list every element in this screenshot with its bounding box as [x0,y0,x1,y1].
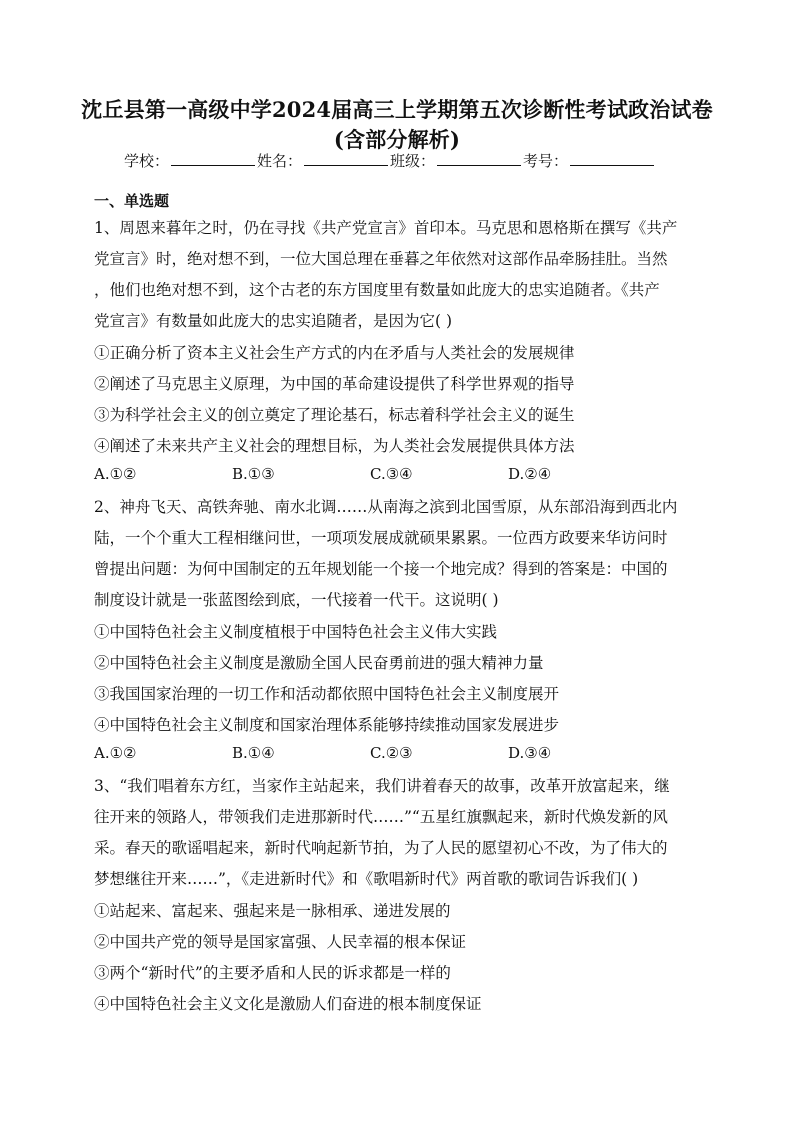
statement-item: ④阐述了未来共产主义社会的理想目标，为人类社会发展提供具体方法 [94,437,575,455]
statement-item: ②中国共产党的领导是国家富强、人民幸福的根本保证 [94,933,467,951]
statement-item: ②阐述了马克思主义原理，为中国的革命建设提供了科学世界观的指导 [94,375,575,393]
statement-item: ①正确分析了资本主义社会生产方式的内在矛盾与人类社会的发展规律 [94,344,575,362]
option-c[interactable]: C.②③ [370,744,413,762]
question-stem-line: 采。春天的歌谣唱起来，新时代响起新节拍，为了人民的愿望初心不改，为了伟大的 [94,839,668,857]
statement-item: ①站起来、富起来、强起来是一脉相承、递进发展的 [94,902,451,920]
school-field[interactable] [171,153,255,166]
class-field[interactable] [437,153,521,166]
question-stem-line: 党宣言》时，绝对想不到，一位大国总理在垂暮之年依然对这部作品牵肠挂肚。当然 [94,250,668,268]
statement-item: ①中国特色社会主义制度植根于中国特色社会主义伟大实践 [94,623,498,641]
school-label: 学校： [124,152,170,170]
student-info-row [124,150,656,171]
question-stem-line: 曾提出问题：为何中国制定的五年规划能一个接一个地完成？得到的答案是：中国的 [94,560,668,578]
question-stem-line: 2、神舟飞天、高铁奔驰、南水北调……从南海之滨到北国雪原，从东部沿海到西北内 [94,498,678,516]
question-stem-line: 梦想继往开来……”，《走进新时代》和《歌唱新时代》两首歌的歌词告诉我们( ) [94,870,639,888]
statement-item: ③我国国家治理的一切工作和活动都依照中国特色社会主义制度展开 [94,685,560,703]
answer-options [94,465,646,483]
exam-number-label: 考号： [523,152,569,170]
exam-subtitle: (含部分解析) [333,127,461,152]
name-field[interactable] [304,153,388,166]
question-stem-line: 3、“我们唱着东方红，当家作主站起来，我们讲着春天的故事，改革开放富起来，继 [94,777,670,795]
question-stem-line: ，他们也绝对想不到，这个古老的东方国度里有数量如此庞大的忠实追随者。《共产 [94,281,660,299]
option-a[interactable]: A.①② [94,744,137,762]
option-b[interactable]: B.①④ [232,744,275,762]
question-stem-line: 陆，一个个重大工程相继问世，一项项发展成就硕果累累。一位西方政要来华访问时 [94,529,668,547]
option-d[interactable]: D.②④ [508,465,552,483]
statement-item: ②中国特色社会主义制度是激励全国人民奋勇前进的强大精神力量 [94,654,544,672]
option-b[interactable]: B.①③ [232,465,275,483]
exam-title: 沈丘县第一高级中学2024届高三上学期第五次诊断性考试政治试卷 [81,97,713,122]
question-stem-line: 制度设计就是一张蓝图绘到底，一代接着一代干。这说明( ) [94,591,499,609]
answer-options [94,744,646,762]
statement-item: ④中国特色社会主义文化是激励人们奋进的根本制度保证 [94,995,482,1013]
class-label: 班级： [390,152,436,170]
section-heading: 一、单选题 [94,192,170,210]
statement-item: ③为科学社会主义的创立奠定了理论基石，标志着科学社会主义的诞生 [94,406,575,424]
statement-item: ④中国特色社会主义制度和国家治理体系能够持续推动国家发展进步 [94,716,560,734]
question-stem-line: 党宣言》有数量如此庞大的忠实追随者，是因为它( ) [94,312,453,330]
question-stem-line: 往开来的领路人，带领我们走进那新时代……”“五星红旗飘起来，新时代焕发新的风 [94,808,668,826]
statement-item: ③两个“新时代”的主要矛盾和人民的诉求都是一样的 [94,964,451,982]
exam-number-field[interactable] [570,153,654,166]
option-c[interactable]: C.③④ [370,465,413,483]
name-label: 姓名： [257,152,303,170]
question-stem-line: 1、周恩来暮年之时，仍在寻找《共产党宣言》首印本。马克思和恩格斯在撰写《共产 [94,219,678,237]
option-d[interactable]: D.③④ [508,744,552,762]
option-a[interactable]: A.①② [94,465,137,483]
